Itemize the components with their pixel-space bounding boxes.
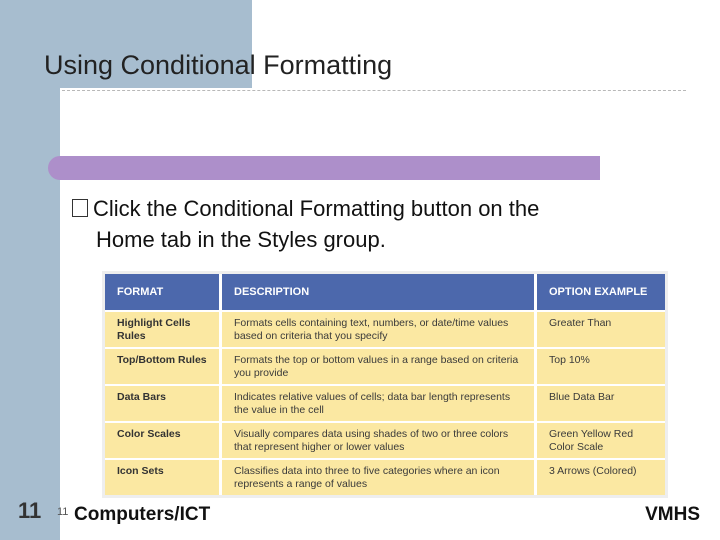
slide-number: 11 (18, 498, 42, 523)
footer-course-label: Computers/ICT (74, 504, 211, 525)
description-cell: Formats cells containing text, numbers, or date/time values based on criteria that you specify (222, 310, 537, 347)
table-row (105, 458, 665, 495)
column-header-format: FORMAT (105, 274, 222, 310)
format-cell: Icon Sets (105, 458, 222, 495)
example-cell: Top 10% (537, 347, 665, 384)
description-cell: Visually compares data using shades of two or three colors that represent higher or lower values (222, 421, 537, 458)
example-cell: Green Yellow Red Color Scale (537, 421, 665, 458)
table-row (105, 347, 665, 384)
format-cell: Highlight Cells Rules (105, 310, 222, 347)
format-cell: Data Bars (105, 384, 222, 421)
table-header-row (105, 274, 665, 310)
example-cell: 3 Arrows (Colored) (537, 458, 665, 495)
column-header-option-example: OPTION EXAMPLE (537, 274, 665, 310)
example-cell: Blue Data Bar (537, 384, 665, 421)
bullet-box-icon (72, 199, 88, 217)
description-cell: Indicates relative values of cells; data bar length represents the value in the cell (222, 384, 537, 421)
format-cell: Color Scales (105, 421, 222, 458)
format-cell: Top/Bottom Rules (105, 347, 222, 384)
bullet-point (72, 193, 632, 255)
bullet-text-line2: Home tab in the Styles group. (96, 227, 386, 252)
conditional-formatting-table (105, 274, 665, 495)
column-header-description: DESCRIPTION (222, 274, 537, 310)
footer-school-label: VMHS (645, 504, 700, 525)
description-cell: Classifies data into three to five categories where an icon represents a range of values (222, 458, 537, 495)
accent-bar (48, 156, 600, 180)
table-row (105, 421, 665, 458)
slide-title: Using Conditional Formatting (44, 50, 393, 80)
table-row (105, 384, 665, 421)
example-cell: Greater Than (537, 310, 665, 347)
description-cell: Formats the top or bottom values in a range based on criteria you provide (222, 347, 537, 384)
title-divider (62, 90, 686, 91)
bullet-text-line1: Click the Conditional Formatting button on the (93, 196, 540, 221)
table-row (105, 310, 665, 347)
page-number: 11 (57, 506, 69, 518)
